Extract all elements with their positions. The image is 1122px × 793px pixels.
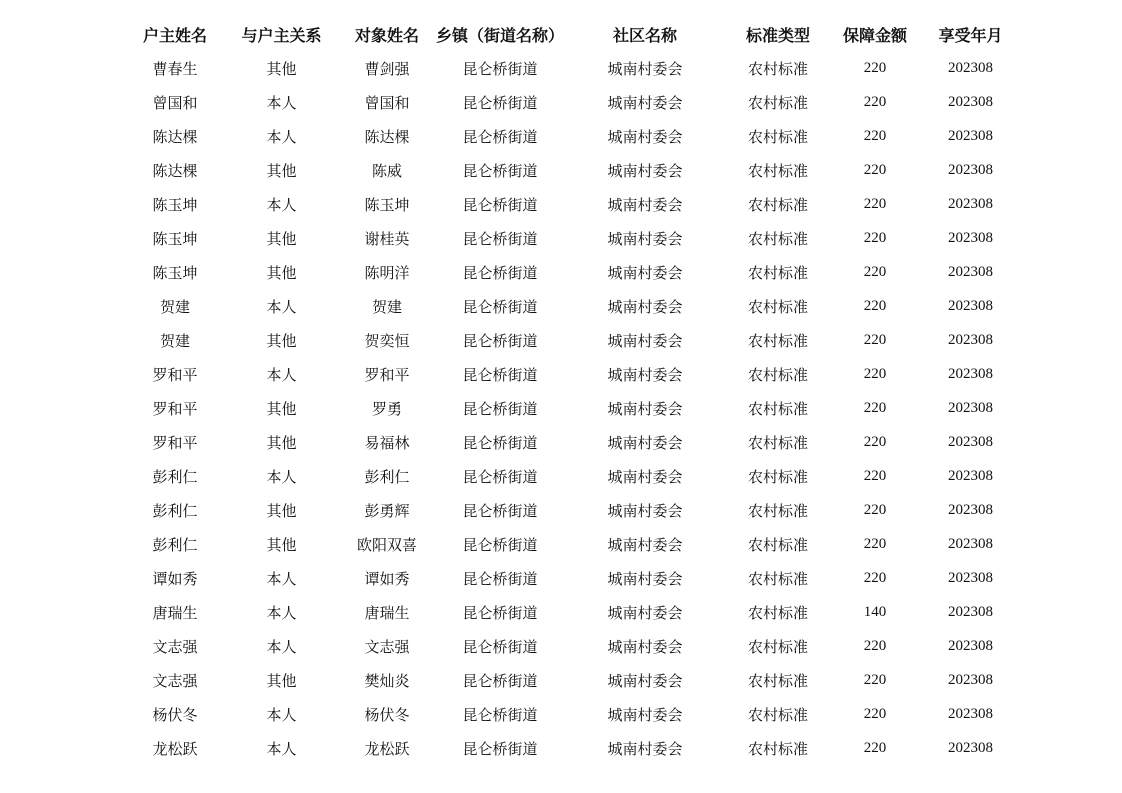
- cell-community-name: 城南村委会: [607, 467, 683, 486]
- cell-household-head-name: 谭如秀: [152, 569, 198, 588]
- cell-standard-type: 农村标准: [748, 535, 809, 554]
- cell-community-name: 城南村委会: [607, 603, 683, 622]
- table-row: [125, 357, 1021, 391]
- cell-township-street: 昆仑桥街道: [462, 705, 538, 724]
- cell-standard-type: 农村标准: [748, 263, 809, 282]
- cell-standard-type: 农村标准: [748, 467, 809, 486]
- header-row: [125, 17, 1021, 51]
- cell-benefit-month: 202308: [948, 263, 994, 280]
- table-row: [125, 255, 1021, 289]
- table-row: [125, 561, 1021, 595]
- cell-township-street: 昆仑桥街道: [462, 501, 538, 520]
- cell-relation-to-head: 本人: [266, 195, 297, 214]
- cell-benefit-month: 202308: [948, 331, 994, 348]
- cell-standard-type: 农村标准: [748, 399, 809, 418]
- cell-benefit-amount: 220: [863, 161, 887, 178]
- table-row: [125, 323, 1021, 357]
- cell-benefit-month: 202308: [948, 637, 994, 654]
- cell-benefit-month: 202308: [948, 671, 994, 688]
- cell-benefit-amount: 220: [863, 671, 887, 688]
- cell-benefit-amount: 220: [863, 297, 887, 314]
- cell-benefit-amount: 220: [863, 467, 887, 484]
- cell-township-street: 昆仑桥街道: [462, 59, 538, 78]
- cell-community-name: 城南村委会: [607, 671, 683, 690]
- column-header-township-street: 乡镇（街道名称）: [436, 25, 565, 45]
- cell-township-street: 昆仑桥街道: [462, 399, 538, 418]
- cell-beneficiary-name: 曾国和: [364, 93, 410, 112]
- cell-household-head-name: 罗和平: [152, 399, 198, 418]
- cell-household-head-name: 贺建: [159, 297, 190, 316]
- table-row: [125, 187, 1021, 221]
- cell-beneficiary-name: 谢桂英: [364, 229, 410, 248]
- cell-community-name: 城南村委会: [607, 331, 683, 350]
- table-row: [125, 731, 1021, 765]
- cell-benefit-amount: 220: [863, 195, 887, 212]
- cell-household-head-name: 文志强: [152, 671, 198, 690]
- cell-relation-to-head: 本人: [266, 467, 297, 486]
- cell-standard-type: 农村标准: [748, 59, 809, 78]
- cell-relation-to-head: 本人: [266, 127, 297, 146]
- cell-township-street: 昆仑桥街道: [462, 467, 538, 486]
- cell-benefit-month: 202308: [948, 127, 994, 144]
- cell-community-name: 城南村委会: [607, 637, 683, 656]
- cell-community-name: 城南村委会: [607, 569, 683, 588]
- cell-township-street: 昆仑桥街道: [462, 161, 538, 180]
- cell-standard-type: 农村标准: [748, 433, 809, 452]
- column-header-benefit-month: 享受年月: [938, 25, 1003, 45]
- cell-beneficiary-name: 谭如秀: [364, 569, 410, 588]
- cell-household-head-name: 陈玉坤: [152, 229, 198, 248]
- cell-beneficiary-name: 彭勇辉: [364, 501, 410, 520]
- cell-township-street: 昆仑桥街道: [462, 297, 538, 316]
- cell-benefit-month: 202308: [948, 161, 994, 178]
- cell-community-name: 城南村委会: [607, 195, 683, 214]
- cell-township-street: 昆仑桥街道: [462, 535, 538, 554]
- cell-benefit-amount: 220: [863, 433, 887, 450]
- table-row: [125, 663, 1021, 697]
- cell-benefit-month: 202308: [948, 501, 994, 518]
- cell-community-name: 城南村委会: [607, 127, 683, 146]
- table-row: [125, 459, 1021, 493]
- table-row: [125, 391, 1021, 425]
- column-header-benefit-amount: 保障金额: [843, 25, 908, 45]
- cell-beneficiary-name: 唐瑞生: [364, 603, 410, 622]
- cell-community-name: 城南村委会: [607, 501, 683, 520]
- cell-township-street: 昆仑桥街道: [462, 331, 538, 350]
- cell-benefit-amount: 220: [863, 399, 887, 416]
- cell-household-head-name: 杨伏冬: [152, 705, 198, 724]
- benefit-roster-table: [125, 17, 1021, 765]
- column-header-relation-to-head: 与户主关系: [241, 25, 322, 45]
- cell-township-street: 昆仑桥街道: [462, 127, 538, 146]
- cell-household-head-name: 彭利仁: [152, 467, 198, 486]
- cell-beneficiary-name: 陈玉坤: [364, 195, 410, 214]
- cell-benefit-amount: 220: [863, 365, 887, 382]
- cell-standard-type: 农村标准: [748, 671, 809, 690]
- cell-community-name: 城南村委会: [607, 263, 683, 282]
- cell-beneficiary-name: 龙松跃: [364, 739, 410, 758]
- table-row: [125, 153, 1021, 187]
- table-row: [125, 493, 1021, 527]
- table-body: [125, 51, 1021, 765]
- cell-household-head-name: 龙松跃: [152, 739, 198, 758]
- cell-community-name: 城南村委会: [607, 535, 683, 554]
- cell-community-name: 城南村委会: [607, 365, 683, 384]
- table-row: [125, 85, 1021, 119]
- cell-standard-type: 农村标准: [748, 637, 809, 656]
- cell-household-head-name: 陈玉坤: [152, 263, 198, 282]
- table-row: [125, 119, 1021, 153]
- cell-beneficiary-name: 樊灿炎: [364, 671, 410, 690]
- cell-relation-to-head: 其他: [266, 331, 297, 350]
- cell-benefit-month: 202308: [948, 195, 994, 212]
- cell-household-head-name: 彭利仁: [152, 501, 198, 520]
- cell-benefit-month: 202308: [948, 229, 994, 246]
- cell-community-name: 城南村委会: [607, 739, 683, 758]
- cell-community-name: 城南村委会: [607, 59, 683, 78]
- cell-community-name: 城南村委会: [607, 705, 683, 724]
- cell-relation-to-head: 其他: [266, 263, 297, 282]
- cell-standard-type: 农村标准: [748, 569, 809, 588]
- cell-standard-type: 农村标准: [748, 127, 809, 146]
- cell-relation-to-head: 其他: [266, 433, 297, 452]
- cell-benefit-amount: 220: [863, 535, 887, 552]
- table-row: [125, 527, 1021, 561]
- cell-benefit-amount: 220: [863, 263, 887, 280]
- cell-standard-type: 农村标准: [748, 501, 809, 520]
- cell-benefit-amount: 220: [863, 705, 887, 722]
- cell-relation-to-head: 本人: [266, 739, 297, 758]
- cell-relation-to-head: 本人: [266, 637, 297, 656]
- cell-benefit-amount: 220: [863, 637, 887, 654]
- cell-benefit-amount: 220: [863, 739, 887, 756]
- cell-relation-to-head: 其他: [266, 671, 297, 690]
- cell-beneficiary-name: 彭利仁: [364, 467, 410, 486]
- cell-beneficiary-name: 贺奕恒: [364, 331, 410, 350]
- cell-community-name: 城南村委会: [607, 297, 683, 316]
- cell-standard-type: 农村标准: [748, 365, 809, 384]
- cell-beneficiary-name: 曹剑强: [364, 59, 410, 78]
- cell-benefit-amount: 220: [863, 59, 887, 76]
- cell-beneficiary-name: 易福林: [364, 433, 410, 452]
- cell-standard-type: 农村标准: [748, 297, 809, 316]
- cell-township-street: 昆仑桥街道: [462, 195, 538, 214]
- cell-relation-to-head: 其他: [266, 501, 297, 520]
- cell-benefit-month: 202308: [948, 59, 994, 76]
- cell-benefit-amount: 220: [863, 127, 887, 144]
- cell-household-head-name: 陈玉坤: [152, 195, 198, 214]
- table-row: [125, 697, 1021, 731]
- cell-relation-to-head: 其他: [266, 59, 297, 78]
- cell-benefit-amount: 220: [863, 93, 887, 110]
- cell-benefit-month: 202308: [948, 297, 994, 314]
- cell-township-street: 昆仑桥街道: [462, 739, 538, 758]
- cell-beneficiary-name: 杨伏冬: [364, 705, 410, 724]
- cell-township-street: 昆仑桥街道: [462, 569, 538, 588]
- cell-township-street: 昆仑桥街道: [462, 637, 538, 656]
- cell-township-street: 昆仑桥街道: [462, 229, 538, 248]
- column-header-beneficiary-name: 对象姓名: [354, 25, 419, 45]
- cell-household-head-name: 贺建: [159, 331, 190, 350]
- cell-benefit-month: 202308: [948, 93, 994, 110]
- cell-beneficiary-name: 罗勇: [371, 399, 402, 418]
- table-row: [125, 51, 1021, 85]
- cell-standard-type: 农村标准: [748, 229, 809, 248]
- cell-standard-type: 农村标准: [748, 705, 809, 724]
- cell-township-street: 昆仑桥街道: [462, 603, 538, 622]
- column-header-household-head-name: 户主姓名: [142, 25, 207, 45]
- cell-benefit-month: 202308: [948, 365, 994, 382]
- cell-relation-to-head: 本人: [266, 603, 297, 622]
- table-row: [125, 629, 1021, 663]
- cell-beneficiary-name: 陈威: [371, 161, 402, 180]
- cell-household-head-name: 唐瑞生: [152, 603, 198, 622]
- cell-benefit-month: 202308: [948, 433, 994, 450]
- cell-township-street: 昆仑桥街道: [462, 93, 538, 112]
- cell-beneficiary-name: 文志强: [364, 637, 410, 656]
- cell-standard-type: 农村标准: [748, 331, 809, 350]
- cell-township-street: 昆仑桥街道: [462, 433, 538, 452]
- cell-township-street: 昆仑桥街道: [462, 671, 538, 690]
- cell-benefit-month: 202308: [948, 603, 994, 620]
- cell-community-name: 城南村委会: [607, 161, 683, 180]
- cell-benefit-amount: 140: [863, 603, 887, 620]
- cell-community-name: 城南村委会: [607, 399, 683, 418]
- column-header-standard-type: 标准类型: [746, 25, 811, 45]
- cell-beneficiary-name: 贺建: [371, 297, 402, 316]
- cell-beneficiary-name: 欧阳双喜: [356, 535, 417, 554]
- cell-relation-to-head: 本人: [266, 93, 297, 112]
- table-row: [125, 221, 1021, 255]
- cell-benefit-month: 202308: [948, 569, 994, 586]
- cell-standard-type: 农村标准: [748, 195, 809, 214]
- cell-standard-type: 农村标准: [748, 93, 809, 112]
- cell-benefit-amount: 220: [863, 229, 887, 246]
- cell-household-head-name: 文志强: [152, 637, 198, 656]
- cell-benefit-amount: 220: [863, 331, 887, 348]
- cell-household-head-name: 彭利仁: [152, 535, 198, 554]
- cell-community-name: 城南村委会: [607, 433, 683, 452]
- cell-township-street: 昆仑桥街道: [462, 365, 538, 384]
- cell-benefit-month: 202308: [948, 399, 994, 416]
- cell-standard-type: 农村标准: [748, 161, 809, 180]
- cell-beneficiary-name: 罗和平: [364, 365, 410, 384]
- cell-benefit-amount: 220: [863, 501, 887, 518]
- cell-household-head-name: 罗和平: [152, 365, 198, 384]
- cell-beneficiary-name: 陈明洋: [364, 263, 410, 282]
- cell-relation-to-head: 本人: [266, 569, 297, 588]
- table-row: [125, 425, 1021, 459]
- cell-benefit-month: 202308: [948, 467, 994, 484]
- cell-relation-to-head: 其他: [266, 399, 297, 418]
- cell-benefit-month: 202308: [948, 739, 994, 756]
- cell-relation-to-head: 本人: [266, 297, 297, 316]
- table-row: [125, 289, 1021, 323]
- cell-relation-to-head: 本人: [266, 705, 297, 724]
- cell-community-name: 城南村委会: [607, 229, 683, 248]
- column-header-community-name: 社区名称: [613, 25, 678, 45]
- table-row: [125, 595, 1021, 629]
- cell-relation-to-head: 其他: [266, 161, 297, 180]
- cell-relation-to-head: 其他: [266, 229, 297, 248]
- cell-household-head-name: 罗和平: [152, 433, 198, 452]
- cell-household-head-name: 陈达棵: [152, 127, 198, 146]
- cell-standard-type: 农村标准: [748, 603, 809, 622]
- cell-community-name: 城南村委会: [607, 93, 683, 112]
- cell-benefit-amount: 220: [863, 569, 887, 586]
- cell-household-head-name: 曹春生: [152, 59, 198, 78]
- cell-township-street: 昆仑桥街道: [462, 263, 538, 282]
- cell-benefit-month: 202308: [948, 535, 994, 552]
- cell-benefit-month: 202308: [948, 705, 994, 722]
- cell-standard-type: 农村标准: [748, 739, 809, 758]
- cell-beneficiary-name: 陈达棵: [364, 127, 410, 146]
- cell-household-head-name: 陈达棵: [152, 161, 198, 180]
- cell-relation-to-head: 其他: [266, 535, 297, 554]
- cell-relation-to-head: 本人: [266, 365, 297, 384]
- cell-household-head-name: 曾国和: [152, 93, 198, 112]
